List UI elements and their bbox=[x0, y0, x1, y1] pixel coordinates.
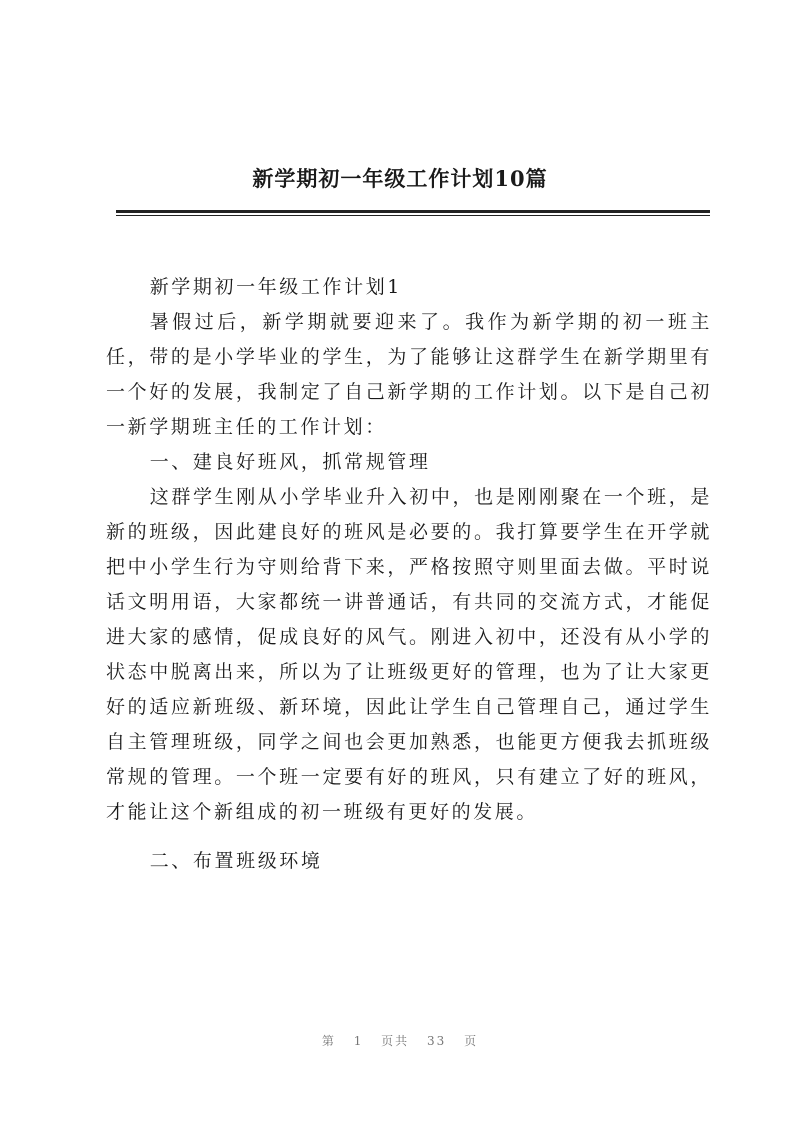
footer-total-pages: 33 bbox=[427, 1034, 447, 1048]
section-gap bbox=[106, 830, 712, 844]
document-title: 新学期初一年级工作计划10篇 bbox=[252, 166, 548, 191]
heading-1: 一、建良好班风，抓常规管理 bbox=[149, 451, 431, 473]
title-rule-thin bbox=[116, 215, 710, 216]
footer-current-page: 1 bbox=[353, 1034, 364, 1048]
section-title: 新学期初一年级工作计划1 bbox=[149, 276, 402, 298]
paragraph-1: 这群学生刚从小学毕业升入初中，也是刚刚聚在一个班，是新的班级，因此建良好的班风是必要的。我打算要学生在开学就把中小学生行为守则给背下来，严格按照守则里面去做。平时说话文明用语，大家都统一讲普通话，有共同的交流方式，才能促进大家的感情，促成良好的风气。刚进入初中，还没有从小学的状态中脱离出来，所以为了让班级更好的管理，也为了让大家更好的适应新班级、新环境，因此让学生自己管理自己，通过学生自主管理班级，同学之间也会更加熟悉，也能更方便我去抓班级常规的管理。一个班一定要有好的班风，只有建立了好的班风，才能让这个新组成的初一班级有更好的发展。 bbox=[106, 486, 712, 823]
footer-label-ye: 页 bbox=[464, 1034, 479, 1048]
title-rule-thick bbox=[116, 210, 710, 213]
intro-paragraph: 暑假过后，新学期就要迎来了。我作为新学期的初一班主任，带的是小学毕业的学生，为了能够让这群学生在新学期里有一个好的发展，我制定了自己新学期的工作计划。以下是自己初一新学期班主任的工作计划： bbox=[106, 311, 712, 438]
document-body bbox=[106, 270, 712, 879]
footer-label-di: 第 bbox=[321, 1034, 336, 1048]
footer-label-ye-gong: 页共 bbox=[381, 1034, 410, 1048]
page-footer bbox=[0, 1032, 800, 1049]
heading-2: 二、布置班级环境 bbox=[149, 850, 323, 872]
